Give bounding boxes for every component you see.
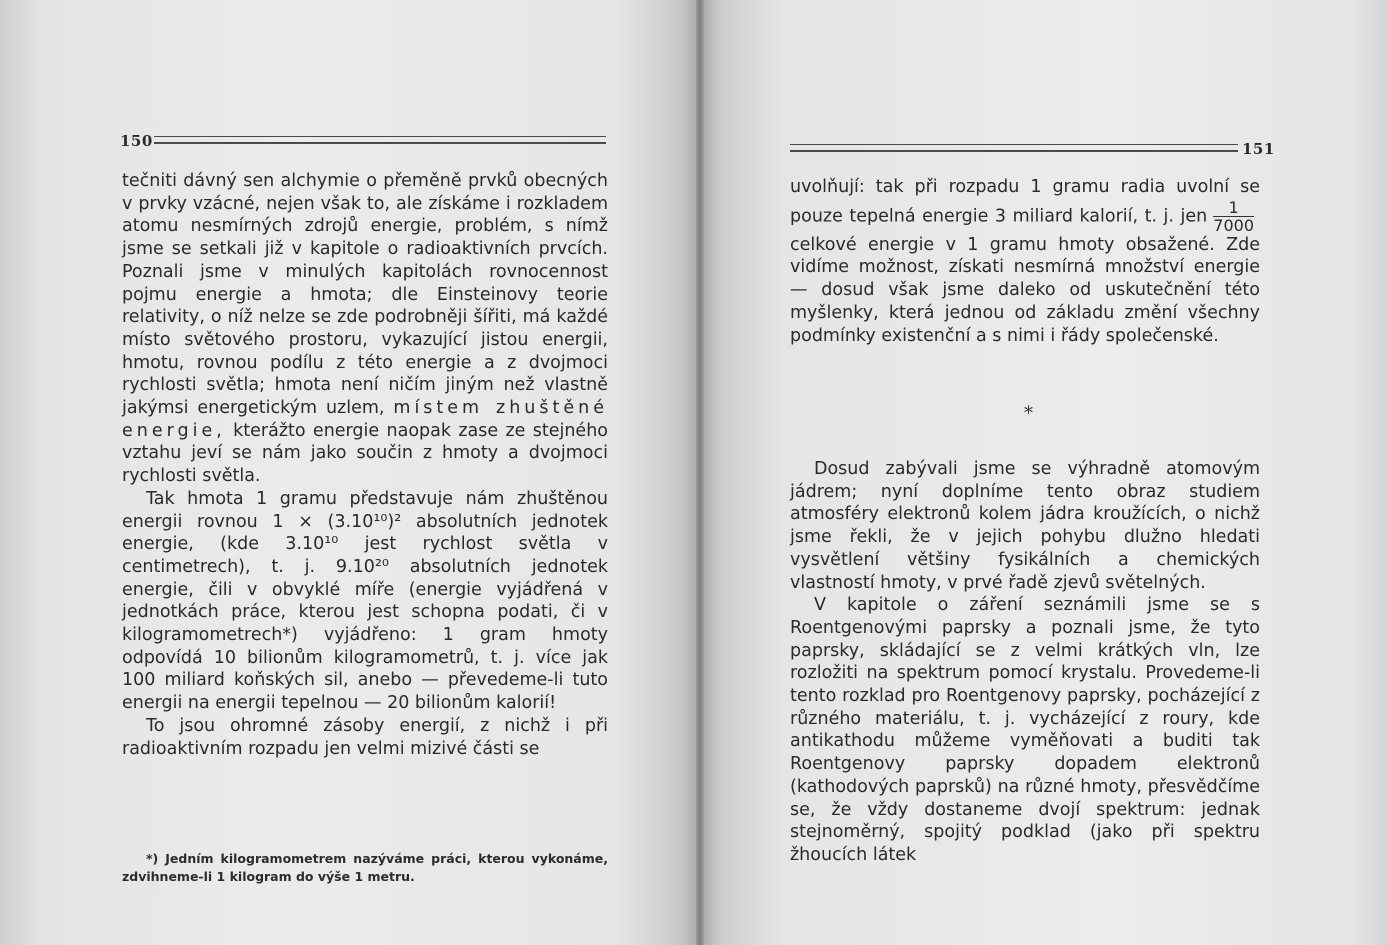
paragraph: Dosud zabývali jsme se výhradně atomovým jádrem; nyní doplníme tento obraz studiem atmosféry elektronů kolem jádra kroužících, o nichž jsme řekli, že v jejich pohybu dlužno hledati vysvětlení většiny fysikálních a chemických vlastností hmoty, v prvé řadě zjevů světelných. xyxy=(790,459,1260,593)
fraction xyxy=(1213,199,1254,234)
paragraph: V kapitole o záření seznámili jsme se s Roentgenovými paprsky a poznali jsme, že tyto paprsky, skládající se z velmi krátkých vln, lze rozložiti na spektrum pomocí krystalu. Provedeme-li tento rozklad pro Roentgenovy paprsky, pocházející z různého materiálu, t. j. vycházející z roury, kde antikathodu můžeme vyměňovati a buditi tak Roentgenovy paprsky dopadem elektronů (kathodových paprsků) na různé hmoty, přesvědčíme se, že vždy dostaneme dvojí spektrum: jednak stejnoměrný, spojitý podklad (jako při spektru žhoucích látek xyxy=(790,595,1260,865)
footnote xyxy=(122,850,608,886)
emphasized-text: místem zhuštěné energie, xyxy=(122,398,608,441)
header-rule xyxy=(790,144,1238,152)
left-page-header xyxy=(120,132,606,152)
right-page-header xyxy=(790,140,1275,160)
right-page-body xyxy=(790,176,1260,347)
fraction-numerator: 1 xyxy=(1213,199,1254,217)
page-number-151: 151 xyxy=(1242,140,1275,158)
section-separator: * xyxy=(1024,403,1033,424)
paragraph-text: kterážto energie naopak zase ze stejného vztahu jeví se nám jako součin z hmoty a dvojmoci rychlosti světla. xyxy=(122,420,608,487)
paragraph xyxy=(122,170,608,488)
footnote-text: *) Jedním kilogramometrem nazýváme práci, kterou vykonáme, zdvihneme-li 1 kilogram do výše 1 metru. xyxy=(122,851,608,884)
paragraph: Tak hmota 1 gramu představuje nám zhuštěnou energii rovnou 1 × (3.10¹⁰)² absolutních jednotek energie, (kde 3.10¹⁰ jest rychlost světla v centimetrech), t. j. 9.10²⁰ absolutních jednotek energie, čili v obvyklé míře (energie vyjádřená v jednotkách práce, kterou jest schopna podati, či v kilogramometrech*) vyjádřeno: 1 gram hmoty odpovídá 10 bilionům kilogramometrů, t. j. více jak 100 miliard koňských sil, anebo — převedeme-li tuto energii na energii tepelnou — 20 bilionům kalorií! xyxy=(122,488,608,714)
fraction-denominator: 7000 xyxy=(1213,215,1254,235)
paragraph: To jsou ohromné zásoby energií, z nichž i při radioaktivním rozpadu jen velmi mizivé části se xyxy=(122,715,608,759)
paragraph-text: uvolňují: tak při rozpadu 1 gramu radia uvolní se pouze tepelná energie 3 miliard kalorií, t. j. xyxy=(790,177,1260,227)
book-gutter xyxy=(696,0,704,945)
paragraph-text: celkové energie v 1 gramu hmoty obsažené. Zde vidíme možnost, získati nesmírná množství energie — dosud však jsme daleko od uskutečnění této myšlenky, která jednou od základu změní všechny podmínky existenční a s nimi i řády společenské. xyxy=(790,234,1260,346)
paragraph-text: jen xyxy=(1180,206,1208,227)
header-rule xyxy=(154,136,606,144)
paragraph-text: tečniti dávný sen alchymie o přeměně prvků obecných v prvky vzácné, nejen však to, ale získáme i rozkladem atomu nesmírných zdrojů energie, problém, s nímž jsme se setkali již v kapitole o radioaktivních prvcích. Poznali jsme v minulých kapitolách rovnocennost pojmu energie a hmota; dle Einsteinovy teorie relativity, o níž nelze se zde podrobněji šířiti, má každé místo světového prostoru, vykazující jistou energii, hmotu, rovnou podílu z této energie a z dvojmoci rychlosti světla; hmota není ničím jiným než vlastně jakýmsi energetickým uzlem, xyxy=(122,171,608,419)
right-page xyxy=(700,0,1388,945)
right-page-body-2 xyxy=(790,458,1260,867)
paragraph xyxy=(790,176,1260,347)
page-number-150: 150 xyxy=(120,132,153,150)
left-page-body xyxy=(122,170,608,760)
